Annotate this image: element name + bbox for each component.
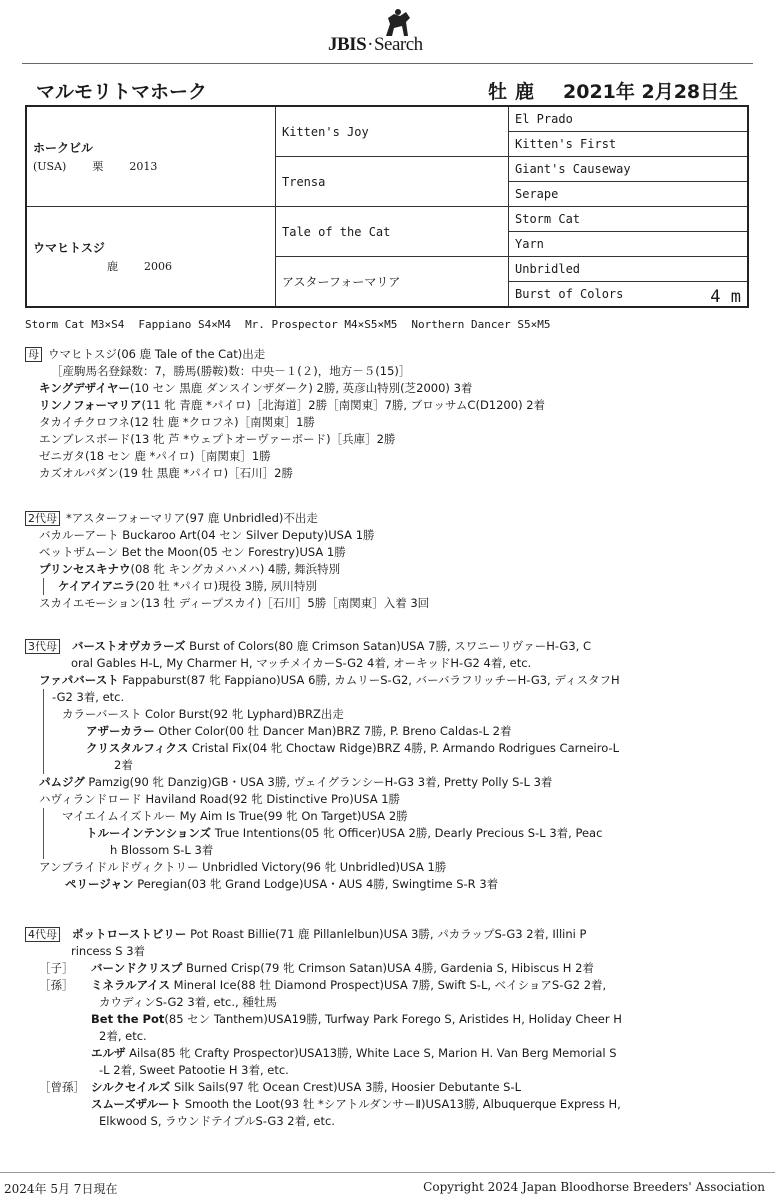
offspring-name[interactable]: トルーインテンションズ: [86, 826, 212, 840]
fourth-dam-detail: Pot Roast Billie(71 鹿 Pillanlelbun)USA 3勝, パカラップS-G3 2着, Illini P: [186, 927, 587, 941]
offspring-detail-cont: カウディンS-G2 3着, etc., 種牡馬: [99, 995, 277, 1009]
generation-label: ［孫］: [39, 978, 74, 992]
offspring-detail: (20 牡 *パイロ)現役 3勝, 夙川特別: [135, 579, 317, 593]
section-tag: 3代母: [25, 639, 60, 654]
dam-year: 2006: [144, 260, 172, 273]
horse-birth-date: 2021年 2月28日生: [563, 81, 739, 103]
gen2-dam-dam[interactable]: アスターフォーマリア: [276, 257, 509, 308]
horse-color: 鹿: [515, 81, 535, 103]
family-number: 4 m: [710, 287, 741, 307]
offspring-detail: Silk Sails(97 牝 Ocean Crest)USA 3勝, Hoosier Debutante S-L: [170, 1080, 522, 1094]
offspring-name[interactable]: ペリージャン: [65, 877, 134, 891]
gen3-cell[interactable]: El Prado: [509, 106, 749, 132]
offspring-name[interactable]: クリスタルフィクス: [86, 741, 189, 755]
fourth-dam-detail-cont: rincess S 3着: [71, 944, 146, 958]
logo-jbis: JBIS: [328, 34, 367, 55]
copyright: Copyright 2024 Japan Bloodhorse Breeders' Association: [423, 1180, 765, 1194]
offspring-name[interactable]: プリンセスキナウ: [39, 562, 131, 576]
offspring-detail: True Intentions(05 牝 Officer)USA 2勝, Dearly Precious S-L 3着, Peac: [211, 826, 603, 840]
sire-name[interactable]: ホークビル: [33, 141, 94, 155]
header-divider: [22, 63, 753, 64]
dam-produce-stats: ［産駒馬名登録数：7，勝馬(勝鞍)数：中央－１(２)，地方－５(15)］: [51, 364, 411, 378]
offspring-name[interactable]: キングデザイヤー: [39, 381, 130, 395]
offspring-line: マイエイムイズトルー My Aim Is True(99 牝 On Target)USA 2勝: [62, 809, 408, 823]
offspring-detail: Burned Crisp(79 牝 Crimson Satan)USA 4勝, Gardenia S, Hibiscus H 2着: [182, 961, 594, 975]
offspring-detail-cont: 2着, etc.: [99, 1029, 147, 1043]
inbreeding-crosses: [25, 318, 564, 331]
sire-year: 2013: [129, 160, 158, 173]
offspring-line: エンブレスボード(13 牝 芦 *ウェプトオーヴァーボード)［兵庫］2勝: [39, 432, 396, 446]
footer-divider: [0, 1172, 775, 1173]
offspring-detail: Fappaburst(87 牝 Fappiano)USA 6勝, カムリーS-G2, バーバラフリッチーH-G3, ディスタフH: [118, 673, 620, 687]
gen3-cell[interactable]: Serape: [509, 182, 749, 207]
offspring-detail: Peregian(03 牝 Grand Lodge)USA・AUS 4勝, Swingtime S-R 3着: [133, 877, 499, 891]
gen3-cell[interactable]: Kitten's First: [509, 132, 749, 157]
horse-name: マルモリトマホーク: [36, 81, 208, 103]
generation-label: ［子］: [39, 961, 74, 975]
section-tag: 4代母: [25, 927, 60, 942]
offspring-detail: Pamzig(90 牝 Danzig)GB・USA 3勝, ヴェイグランシーH-G3 3着, Pretty Polly S-L 3着: [84, 775, 553, 789]
gen3-cell[interactable]: Giant's Causeway: [509, 157, 749, 182]
dam-cell: [26, 207, 276, 308]
sire-color: 栗: [92, 160, 104, 173]
logo-search: Search: [373, 34, 423, 55]
offspring-line: ゼニガタ(18 セン 鹿 *パイロ)［南関東］1勝: [39, 449, 271, 463]
offspring-detail: (10 セン 黒鹿 ダンスインザダーク) 2勝, 英彦山特別(芝2000) 3着: [129, 381, 473, 395]
section-tag: 母: [25, 347, 42, 362]
offspring-name[interactable]: ファパバースト: [39, 673, 119, 687]
section-dam: [25, 346, 755, 482]
gen3-cell[interactable]: Unbridled: [509, 257, 749, 282]
gen3-cell[interactable]: Storm Cat: [509, 207, 749, 232]
third-dam-detail-cont: oral Gables H-L, My Charmer H, マッチメイカーS-G2 4着, オーキッドH-G2 4着, etc.: [71, 656, 532, 670]
gen3-name[interactable]: Burst of Colors: [515, 287, 624, 301]
offspring-line: カズオルパダン(19 牡 黒鹿 *パイロ)［石川］2勝: [39, 466, 293, 480]
gen3-cell-family: [509, 282, 749, 308]
dam-color: 鹿: [107, 260, 118, 273]
dam-name[interactable]: ウマヒトスジ: [33, 241, 105, 255]
offspring-detail: Mineral Ice(88 牡 Diamond Prospect)USA 7勝, Swift S-L, ベイショアS-G2 2着,: [170, 978, 607, 992]
gen2-sire-sire[interactable]: Kitten's Joy: [276, 106, 509, 157]
generation-label: ［曾孫］: [39, 1080, 85, 1094]
section-third-dam: [25, 638, 755, 893]
offspring-name[interactable]: シルクセイルズ: [91, 1080, 171, 1094]
offspring-name[interactable]: ミネラルアイス: [91, 978, 171, 992]
offspring-name[interactable]: パムジグ: [39, 775, 85, 789]
offspring-line: タカイチクロフネ(12 牡 鹿 *クロフネ)［南関東］1勝: [39, 415, 315, 429]
offspring-detail-cont: 2着: [114, 758, 133, 772]
gen2-dam-sire[interactable]: Tale of the Cat: [276, 207, 509, 257]
gen2-sire-dam[interactable]: Trensa: [276, 157, 509, 207]
offspring-detail: (11 牝 青鹿 *パイロ)［北海道］2勝［南関東］7勝, ブロッサムC(D1200) 2着: [141, 398, 546, 412]
offspring-detail: Cristal Fix(04 牝 Choctaw Ridge)BRZ 4勝, P. Armando Rodrigues Carneiro-L: [188, 741, 619, 755]
section-fourth-dam: [25, 926, 755, 1130]
horse-sex: 牡: [488, 81, 508, 103]
pedigree-table: [25, 105, 749, 308]
offspring-line: バカルーアート Buckaroo Art(04 セン Silver Deputy)USA 1勝: [39, 528, 375, 542]
cross-item: Mr. Prospector M4×S5×M5: [245, 318, 398, 331]
third-dam-detail: Burst of Colors(80 鹿 Crimson Satan)USA 7勝, スワニーリヴァーH-G3, C: [185, 639, 591, 653]
offspring-detail: Other Color(00 牡 Dancer Man)BRZ 7勝, P. Breno Caldas-L 2着: [154, 724, 512, 738]
offspring-name[interactable]: バーンドクリスプ: [91, 961, 183, 975]
offspring-name[interactable]: エルザ: [91, 1046, 126, 1060]
offspring-detail: (85 セン Tanthem)USA19勝, Turfway Park Forego S, Aristides H, Holiday Cheer H: [164, 1012, 622, 1026]
offspring-line: カラーバースト Color Burst(92 牝 Lyphard)BRZ出走: [62, 707, 344, 721]
offspring-detail: Ailsa(85 牝 Crafty Prospector)USA13勝, White Lace S, Marion H. Van Berg Memorial S: [125, 1046, 617, 1060]
offspring-name[interactable]: スムーズザルート: [91, 1097, 182, 1111]
offspring-detail-cont: h Blossom S-L 3着: [110, 843, 214, 857]
offspring-line: アンブライドルドヴィクトリー Unbridled Victory(96 牝 Unbridled)USA 1勝: [39, 860, 447, 874]
offspring-name[interactable]: Bet the Pot: [91, 1012, 165, 1026]
third-dam-name[interactable]: バーストオヴカラーズ: [72, 639, 186, 653]
sire-cell: [26, 106, 276, 207]
offspring-detail-cont: Elkwood S, ラウンドテイブルS-G3 2着, etc.: [99, 1114, 335, 1128]
fourth-dam-name[interactable]: ポットローストビリー: [72, 927, 187, 941]
offspring-detail: Smooth the Loot(93 牡 *シアトルダンサーⅡ)USA13勝, Albuquerque Express H,: [181, 1097, 621, 1111]
offspring-detail: (08 牝 キングカメハメハ) 4勝, 舞浜特別: [130, 562, 341, 576]
second-dam-line: *アスターフォーマリア(97 鹿 Unbridled)不出走: [66, 511, 318, 525]
dam-line: ウマヒトスジ(06 鹿 Tale of the Cat)出走: [48, 347, 266, 361]
logo-separator: ·: [367, 34, 373, 55]
offspring-name[interactable]: ケイアイアニラ: [58, 579, 136, 593]
sire-origin: (USA): [33, 160, 67, 173]
offspring-name[interactable]: アザーカラー: [86, 724, 155, 738]
cross-item: Northern Dancer S5×M5: [411, 318, 551, 331]
offspring-line: スカイエモーション(13 牡 ディープスカイ)［石川］5勝［南関東］入着 3回: [39, 596, 430, 610]
cross-item: Fappiano S4×M4: [138, 318, 232, 331]
as-of-date: 2024年 5月 7日現在: [4, 1182, 118, 1196]
section-second-dam: [25, 510, 755, 612]
offspring-detail-cont: -G2 3着, etc.: [52, 690, 125, 704]
offspring-detail-cont: -L 2着, Sweet Patootie H 3着, etc.: [99, 1063, 289, 1077]
jbis-logo[interactable]: [328, 8, 458, 54]
offspring-name[interactable]: リンノフォーマリア: [39, 398, 142, 412]
section-tag: 2代母: [25, 511, 60, 526]
offspring-line: ベットザムーン Bet the Moon(05 セン Forestry)USA 1勝: [39, 545, 346, 559]
cross-item: Storm Cat M3×S4: [25, 318, 125, 331]
offspring-line: ハヴィランドロード Haviland Road(92 牝 Distinctive Pro)USA 1勝: [39, 792, 401, 806]
gen3-cell[interactable]: Yarn: [509, 232, 749, 257]
